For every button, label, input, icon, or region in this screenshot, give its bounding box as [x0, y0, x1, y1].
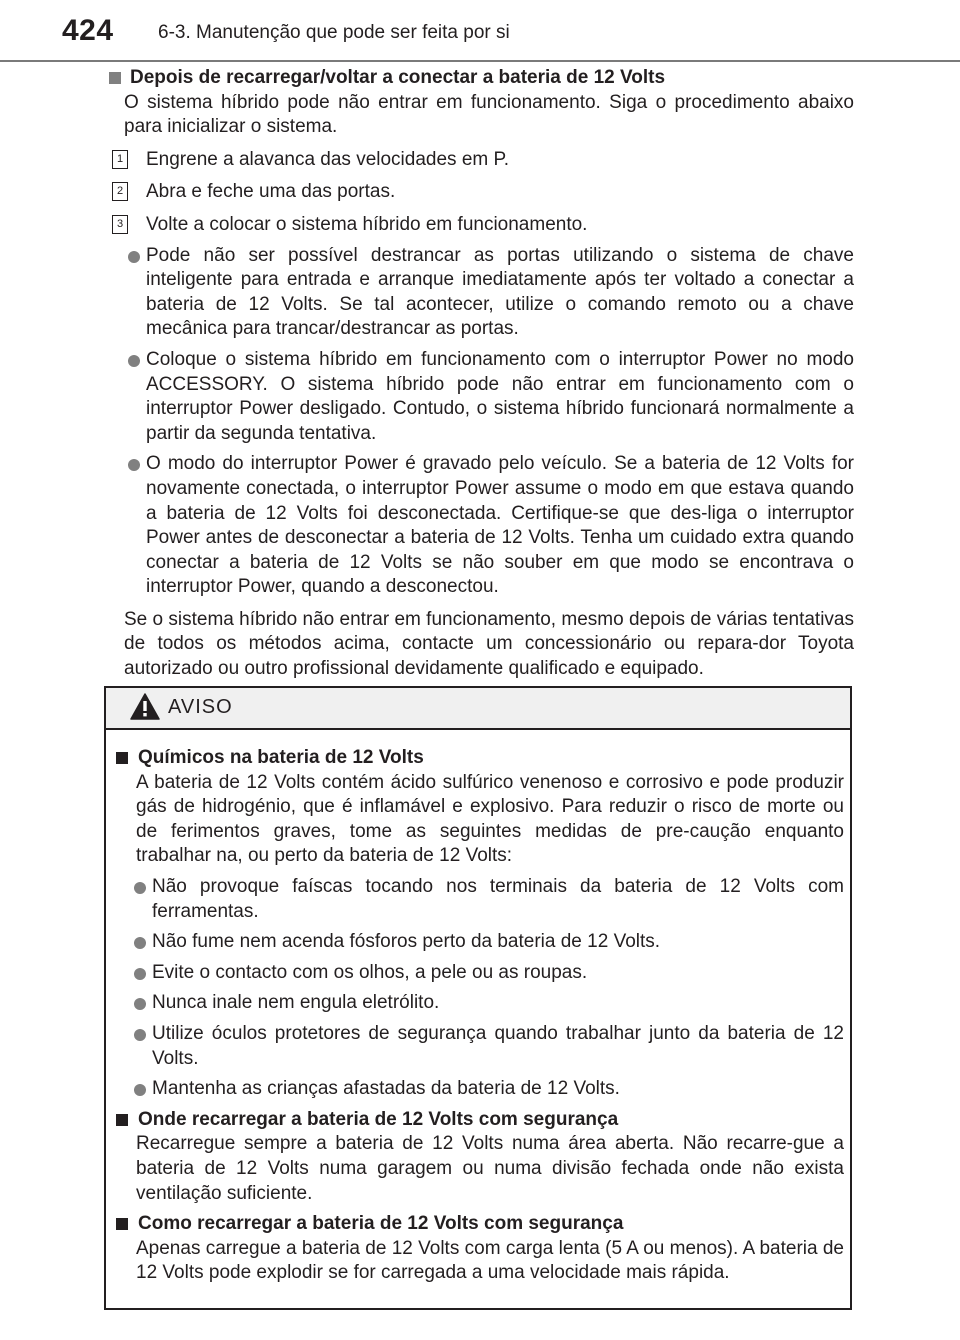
- square-bullet-icon: [109, 72, 121, 84]
- warning-bullet-item: [114, 930, 844, 955]
- warning-subheading-title: Como recarregar a bateria de 12 Volts com segurança: [138, 1213, 624, 1235]
- step-item: [104, 148, 854, 173]
- warning-bullet-item: [114, 1022, 844, 1071]
- round-bullet-icon: [134, 968, 146, 980]
- section-closing: Se o sistema híbrido não entrar em funcionamento, mesmo depois de várias tentativas de todos os métodos acima, contacte um concessionário ou repara-dor Toyota autorizado ou outro profissional devidamente qualificado e equipado.: [124, 608, 854, 680]
- note-text: O modo do interruptor Power é gravado pelo veículo. Se a bateria de 12 Volts for novamente conectada, o interruptor Power assume o modo em que estava quando a bateria de 12 Volts foi desconectada. Certifique-se que des-liga o interruptor Power antes de desconectar a bateria de 12 Volts. Tenha um cuidado extra quando conectar a bateria de 12 Volts se não souber em que modo se encontrava o interruptor Power, quando a desconectou.: [146, 453, 854, 598]
- note-text: Coloque o sistema híbrido em funcionamento com o interruptor Power no modo ACCESSORY. O sistema híbrido pode não entrar em funcionamento com o interruptor Power desligado. Contudo, o sistema híbrido funcionará normalmente a partir da segunda tentativa.: [146, 348, 854, 444]
- square-bullet-icon: [116, 1114, 128, 1126]
- page-number: 424: [62, 14, 114, 47]
- warning-bullet-text: Não provoque faíscas tocando nos terminais da bateria de 12 Volts com ferramentas.: [152, 875, 844, 922]
- warning-triangle-icon: [130, 693, 160, 725]
- warning-subheading: [114, 1108, 844, 1133]
- round-bullet-icon: [134, 1029, 146, 1041]
- square-bullet-icon: [116, 1218, 128, 1230]
- section-title: Depois de recarregar/voltar a conectar a bateria de 12 Volts: [130, 67, 666, 88]
- square-bullet-icon: [116, 752, 128, 764]
- warning-bullet-text: Nunca inale nem engula eletrólito.: [152, 992, 440, 1014]
- warning-subheading-title: Químicos na bateria de 12 Volts: [138, 747, 424, 768]
- step-text: Abra e feche uma das portas.: [146, 181, 396, 203]
- warning-bullet-text: Mantenha as crianças afastadas da bateria de 12 Volts.: [152, 1078, 620, 1100]
- step-number-box: 3: [112, 215, 128, 234]
- page-header: [0, 0, 960, 62]
- note-text: Pode não ser possível destrancar as portas utilizando o sistema de chave inteligente para entrada e arranque imediatamente após ter voltado a conectar a bateria de 12 Volts. Se tal acontecer, utilize o comando remoto ou a chave mecânica para trancar/destrancar as portas.: [146, 244, 854, 340]
- step-item: [104, 213, 854, 238]
- round-bullet-icon: [128, 355, 140, 367]
- round-bullet-icon: [128, 459, 140, 471]
- step-number-box: 1: [112, 150, 128, 169]
- warning-bullet-item: [114, 991, 844, 1016]
- warning-bullet-text: Utilize óculos protetores de segurança quando trabalhar junto da bateria de 12 Volts.: [152, 1022, 844, 1069]
- round-bullet-icon: [134, 882, 146, 894]
- header-divider: [0, 60, 960, 62]
- note-item: [104, 452, 854, 600]
- warning-bullet-text: Evite o contacto com os olhos, a pele ou as roupas.: [152, 961, 588, 983]
- warning-bullet-item: [114, 961, 844, 986]
- warning-header: [106, 688, 850, 730]
- section-intro: O sistema híbrido pode não entrar em funcionamento. Siga o procedimento abaixo para inicializar o sistema.: [124, 91, 854, 138]
- warning-subheading: [114, 746, 844, 771]
- warning-paragraph: A bateria de 12 Volts contém ácido sulfúrico venenoso e corrosivo e pode produzir gás de hidrogénio, que é inflamável e explosivo. Para reduzir o risco de morte ou de ferimentos graves, tome as seguintes medidas de pre-caução enquanto trabalhar na, ou perto da bateria de 12 Volts:: [136, 771, 844, 867]
- note-item: [104, 348, 854, 446]
- step-text: Volte a colocar o sistema híbrido em funcionamento.: [146, 213, 588, 235]
- chapter-title: 6-3. Manutenção que pode ser feita por si: [158, 22, 510, 43]
- warning-label: AVISO: [168, 696, 233, 718]
- main-section: [104, 66, 854, 682]
- round-bullet-icon: [128, 251, 140, 263]
- warning-paragraph: Apenas carregue a bateria de 12 Volts com carga lenta (5 A ou menos). A bateria de 12 Volts pode explodir se for carregada a uma velocidade mais rápida.: [136, 1237, 844, 1284]
- warning-bullet-text: Não fume nem acenda fósforos perto da bateria de 12 Volts.: [152, 931, 661, 953]
- warning-subheading-title: Onde recarregar a bateria de 12 Volts com segurança: [138, 1108, 619, 1130]
- section-heading: [104, 66, 854, 91]
- round-bullet-icon: [134, 1084, 146, 1096]
- round-bullet-icon: [134, 937, 146, 949]
- step-item: [104, 180, 854, 205]
- warning-subheading: [114, 1212, 844, 1237]
- step-number-box: 2: [112, 182, 128, 201]
- warning-bullet-item: [114, 875, 844, 924]
- note-item: [104, 244, 854, 342]
- warning-body: [106, 730, 850, 1286]
- warning-paragraph: Recarregue sempre a bateria de 12 Volts numa área aberta. Não recarre-gue a bateria de 12 Volts numa garagem ou numa divisão fechada onde não exista ventilação suficiente.: [136, 1133, 844, 1204]
- step-text: Engrene a alavanca das velocidades em P.: [146, 148, 510, 170]
- round-bullet-icon: [134, 998, 146, 1010]
- warning-box: [104, 686, 852, 1310]
- warning-bullet-item: [114, 1077, 844, 1102]
